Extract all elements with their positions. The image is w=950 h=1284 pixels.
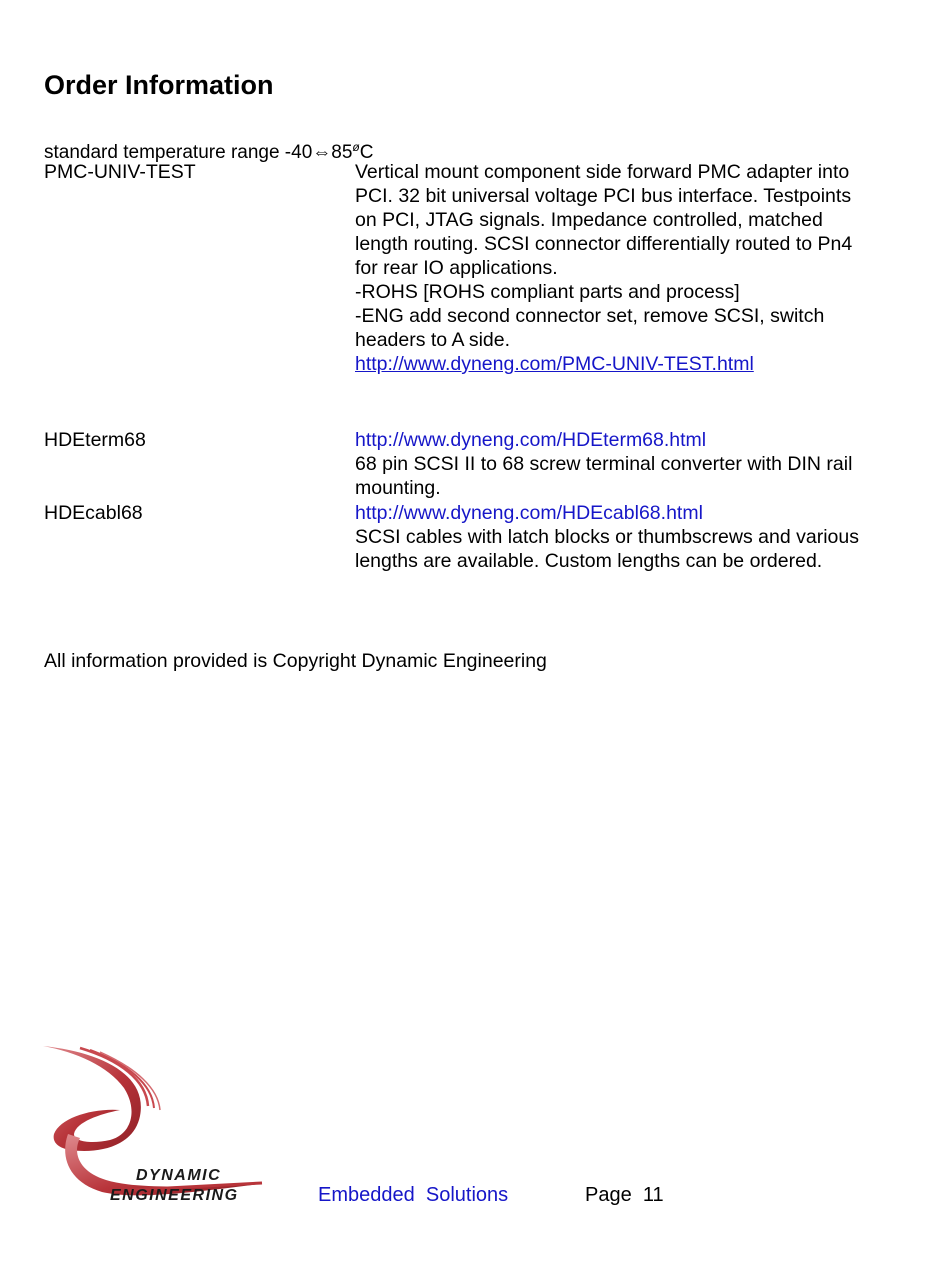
logo-e-swoosh — [43, 1046, 141, 1151]
product-option-rohs: -ROHS [ROHS compliant parts and process] — [355, 281, 740, 303]
product-name: HDEcabl68 — [44, 502, 143, 524]
product-name: PMC-UNIV-TEST — [44, 161, 196, 183]
degree-symbol: ø — [352, 140, 360, 154]
product-link[interactable]: http://www.dyneng.com/HDEterm68.html — [355, 429, 707, 451]
product-description-text: Vertical mount component side forward PMC adapter into PCI. 32 bit universal voltage PCI bus interface. Testpoints on PCI, JTAG signals. Impedance controlled, matched length routing. SCSI connector differentially routed to Pn4 for rear IO applications. — [355, 161, 853, 279]
dynamic-engineering-logo — [40, 1044, 270, 1210]
temperature-prefix: standard temperature range -40 — [44, 142, 313, 163]
range-arrow-icon: ⇔ — [312, 142, 332, 163]
logo-text-engineering: ENGINEERING — [110, 1187, 239, 1204]
product-link[interactable]: http://www.dyneng.com/PMC-UNIV-TEST.html — [355, 353, 754, 375]
temperature-max: 85 — [331, 142, 353, 163]
copyright-notice: All information provided is Copyright Dynamic Engineering — [44, 650, 547, 672]
product-description — [355, 160, 875, 376]
page-title: Order Information — [44, 70, 274, 100]
product-description — [355, 501, 875, 573]
product-link[interactable]: http://www.dyneng.com/HDEcabl68.html — [355, 502, 703, 524]
product-description-text: 68 pin SCSI II to 68 screw terminal converter with DIN rail mounting. — [355, 453, 853, 499]
product-name: HDEterm68 — [44, 429, 146, 451]
footer-tagline: Embedded Solutions — [318, 1184, 509, 1206]
logo-text-dynamic: DYNAMIC — [136, 1167, 222, 1184]
product-description — [355, 428, 875, 500]
product-description-text: SCSI cables with latch blocks or thumbscrews and various lengths are available. Custom lengths can be ordered. — [355, 526, 859, 572]
page-number: Page 11 — [585, 1184, 664, 1206]
temperature-unit: C — [359, 142, 374, 163]
product-option-eng: -ENG add second connector set, remove SCSI, switch headers to A side. — [355, 305, 825, 351]
